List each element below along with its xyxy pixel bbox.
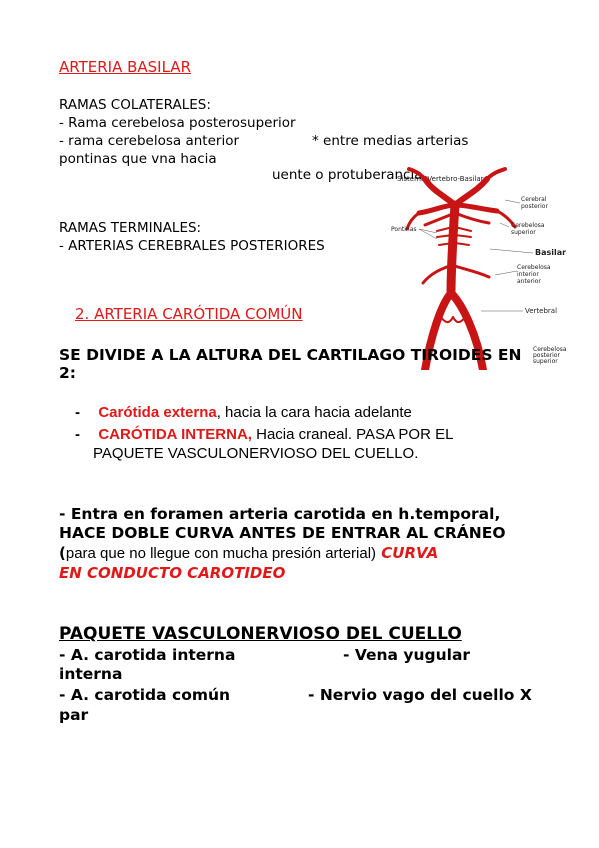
paquete-row2-c: par (59, 706, 89, 724)
paquete-row1-b: - Vena yugular (343, 646, 471, 664)
carotida-externa-label: Carótida externa (98, 404, 217, 421)
label-cerebelosa-posterior-3: superior (533, 358, 558, 365)
section-title-carotida-comun: 2. ARTERIA CARÓTIDA COMÚN (75, 305, 303, 323)
colateral-item-3: pontinas que vna hacia (59, 151, 217, 167)
carotida-interna-label: CARÓTIDA INTERNA, (98, 426, 252, 443)
label-cerebral-posterior-1: Cerebral (521, 196, 547, 203)
colateral-item-4: uente o protuberancia (272, 167, 423, 183)
colateral-item-2: - rama cerebelosa anterior (59, 133, 240, 149)
label-cerebelosa-anterior-1: Cerebelosa (517, 264, 551, 271)
vertebro-basilar-diagram (385, 165, 577, 370)
label-vertebral: Vertebral (525, 307, 558, 315)
entra-line-2: HACE DOBLE CURVA ANTES DE ENTRAR AL CRÁNEO (59, 524, 506, 542)
entra-line-3 (59, 544, 438, 562)
entra-line-1: - Entra en foramen arteria carotida en h.temporal, (59, 505, 501, 523)
label-pontinas: Pontinas (391, 226, 417, 233)
label-cerebelosa-anterior-2: interior (517, 271, 539, 278)
paquete-row2-b: - Nervio vago del cuello X (308, 686, 532, 704)
label-cerebelosa-posterior-2: posterior (533, 352, 560, 359)
label-cerebelosa-posterior-1: Cerebelosa (533, 346, 567, 353)
label-cerebral-posterior-2: posterior (521, 203, 548, 210)
curva-label: CURVA (376, 544, 439, 562)
paquete-row1-a: - A. carotida interna (59, 646, 236, 664)
presion-note: para que no llegue con mucha presión arterial) (65, 545, 377, 562)
diagram-title: Sistema Vertebro-Basilar (397, 175, 484, 183)
terminal-item-1: - ARTERIAS CEREBRALES POSTERIORES (59, 238, 325, 254)
ramas-terminales-heading: RAMAS TERMINALES: (59, 220, 202, 236)
colateral-item-1: - Rama cerebelosa posterosuperior (59, 115, 296, 131)
ramas-colaterales-heading: RAMAS COLATERALES: (59, 97, 211, 113)
section-title-paquete: PAQUETE VASCULONERVIOSO DEL CUELLO (59, 624, 462, 644)
label-basilar: Basilar (535, 248, 567, 257)
paquete-row1-c: interna (59, 665, 123, 683)
list-item-carotida-interna (75, 426, 453, 443)
divide-line-1: SE DIVIDE A LA ALTURA DEL CARTILAGO TIROIDES EN (59, 346, 522, 364)
paquete-row2-a: - A. carotida común (59, 686, 231, 704)
carotida-interna-desc: Hacia craneal. PASA POR EL (251, 426, 454, 443)
section-title-arteria-basilar: ARTERIA BASILAR (59, 58, 191, 76)
carotida-externa-desc: , hacia la cara hacia adelante (216, 404, 412, 421)
bullet: - (75, 426, 80, 443)
bullet: - (75, 404, 80, 421)
artery-shapes (407, 169, 515, 370)
open-paren: ( (59, 544, 66, 562)
label-lines (419, 200, 533, 311)
label-cerebelosa-superior-2: superior (511, 229, 536, 236)
label-cerebelosa-superior-1: Cerebelosa (511, 222, 545, 229)
divide-line-2: 2: (59, 364, 76, 382)
label-cerebelosa-anterior-3: anterior (517, 278, 541, 285)
carotida-interna-desc-cont: PAQUETE VASCULONERVIOSO DEL CUELLO. (93, 445, 419, 462)
entra-line-4: EN CONDUCTO CAROTIDEO (59, 564, 286, 582)
colateral-note: * entre medias arterias (312, 133, 469, 149)
list-item-carotida-externa (75, 404, 412, 421)
